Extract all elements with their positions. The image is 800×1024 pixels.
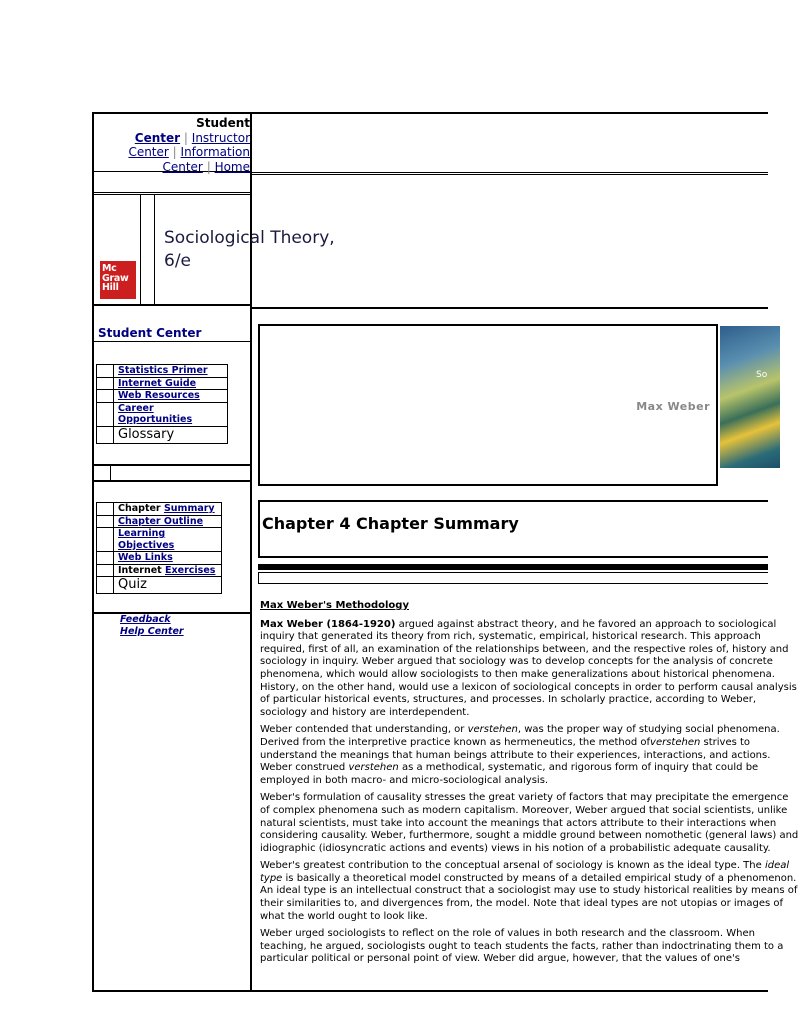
menu-item-label[interactable]: Chapter Outline	[118, 515, 204, 527]
menu-item-glossary[interactable]	[97, 427, 227, 444]
student-label: Student	[196, 116, 250, 130]
cover-text: So	[756, 370, 768, 380]
menu-item-internet-exercises[interactable]	[97, 565, 221, 578]
chapter-menu	[96, 502, 222, 594]
paragraph	[260, 619, 800, 720]
paragraph: Weber's formulation of causality stresses the great variety of factors that may precipitate the emergence of complex phenomena such as modern capitalism. Moreover, Weber argued that social scientists, unlike natural scientists, must take into account the meanings that actors attribute to their interactions when considering causality. Weber, furthermore, sought a middle ground between nomothetic (general laws) and idiographic (idiosyncratic actions and events) views in his notion of a probabilistic adequate causality.	[260, 792, 799, 854]
brand-divider	[140, 195, 155, 304]
help-links	[120, 614, 184, 638]
menu-item-career-opportunities[interactable]	[97, 403, 227, 427]
section-heading: Max Weber's Methodology	[260, 600, 409, 611]
book-cover-image	[720, 326, 780, 468]
menu-item-chapter-outline[interactable]	[97, 516, 221, 529]
paragraph: Weber urged sociologists to reflect on the role of values in both research and the classroom. When teaching, he argued, sociologists ought to teach students the facts, rather than indoctrinating them to a particular political or personal point of view. Weber did argue, however, that the values of one's	[260, 928, 784, 965]
bullet-square	[97, 565, 114, 577]
empty-menu-row	[94, 464, 250, 482]
menu-item-label[interactable]: Objectives	[118, 539, 175, 551]
information-link[interactable]: Information	[180, 145, 250, 159]
bullet-square	[97, 403, 114, 426]
bullet-square	[97, 577, 114, 593]
paragraph-text: argued against abstract theory, and he favored an approach to sociological inquiry that generated its theory from rich, systematic, empirical, historical research. This approach required, first of all, an examination of the relationships between, and the respective roles of, history and sociology in inquiry. Weber argued that sociology was to develop concepts for the analysis of concrete phenomena, which would allow sociologists to then make generalizations about historical phenomena. History, on the other hand, would use a lexicon of sociological concepts in order to perform causal analysis of particular historical events, structures, and processes. In scholarly practice, according to Weber, sociology and history are interdependent.	[260, 618, 797, 718]
top-navigation	[94, 114, 250, 172]
menu-item-label[interactable]: Career	[118, 402, 154, 414]
bullet-square	[94, 466, 111, 480]
menu-item-learning-objectives[interactable]	[97, 528, 221, 552]
paragraph-text: Weber's greatest contribution to the conceptual arsenal of sociology is known as the ideal type. The	[260, 860, 765, 872]
paragraph-text: strives to understand the meanings that human beings attribute to their experiences, interactions, and actions. Weber construed	[260, 736, 771, 774]
term: ideal type	[260, 860, 790, 884]
banner-author-name: Max Weber	[636, 400, 710, 413]
author-name: Max Weber (1864-1920)	[260, 618, 396, 630]
nav-separator: |	[183, 130, 188, 145]
menu-item-label[interactable]: Quiz	[118, 577, 147, 592]
menu-item-statistics-primer[interactable]	[97, 365, 227, 378]
paragraph-text: as a methodical, systematic, and rigorous form of inquiry that could be employed in both macro- and micro-sociological analysis.	[260, 762, 759, 786]
student-center-heading: Student Center	[94, 326, 250, 342]
paragraph-text: Weber contended that understanding, or	[260, 724, 468, 736]
menu-item-label[interactable]: Web Links	[118, 552, 173, 563]
menu-item-web-resources[interactable]	[97, 390, 227, 403]
menu-item-label[interactable]: Web Resources	[118, 390, 200, 401]
student-center-link[interactable]: Center	[134, 130, 181, 145]
chapter-heading-box	[258, 500, 768, 558]
help-center-link[interactable]: Help Center	[120, 626, 184, 637]
bullet-square	[97, 390, 114, 402]
paragraph	[260, 724, 800, 787]
paragraph-text: , was the proper way of studying social phenomena. Derived from the interpretive practice known as hermeneutics, the method of	[260, 724, 780, 748]
home-link[interactable]: Home	[214, 159, 250, 174]
menu-bottom-rule	[94, 596, 250, 614]
bullet-square	[97, 365, 114, 377]
menu-item-label[interactable]: Learning	[118, 528, 166, 539]
header-row	[252, 114, 768, 173]
chapter-summary-content	[260, 600, 800, 971]
information-center-link[interactable]: Center	[162, 159, 203, 174]
paragraph	[260, 860, 800, 923]
page-frame	[92, 112, 799, 992]
spacer-row	[94, 174, 250, 193]
menu-item-label[interactable]: Internet Guide	[118, 377, 197, 389]
term: verstehen	[650, 736, 701, 748]
bullet-square	[97, 516, 114, 528]
menu-item-label[interactable]: Glossary	[118, 426, 175, 442]
term: verstehen	[348, 762, 399, 774]
paragraph-text: is basically a theoretical model constructed by means of a detailed empirical study of a phenomenon. An ideal type is an intellectual construct that a sociologist may use to study historical realities by means of their similarities to, and divergences from, the model. Note that ideal types are not utopias or images of what the world ought to look like.	[260, 872, 798, 922]
menu-item-label[interactable]: Exercises	[165, 564, 216, 576]
menu-item-quiz[interactable]	[97, 577, 221, 594]
mcgraw-hill-logo[interactable]	[100, 261, 136, 299]
menu-item-web-links[interactable]	[97, 552, 221, 565]
feedback-link[interactable]: Feedback	[120, 614, 171, 625]
logo-text: Mc	[102, 263, 117, 274]
menu-item-label: Chapter	[118, 503, 161, 514]
nav-separator: |	[172, 145, 177, 159]
chapter-title: Chapter 4 Chapter Summary	[262, 514, 519, 533]
instructor-link[interactable]: Instructor	[191, 130, 250, 145]
nav-separator: |	[206, 159, 211, 174]
book-title	[164, 227, 335, 273]
instructor-center-link[interactable]: Center	[128, 145, 169, 159]
menu-item-label: Internet	[118, 564, 162, 576]
bullet-square	[97, 552, 114, 564]
book-title-line: 6/e	[164, 251, 192, 271]
bullet-square	[97, 528, 114, 551]
logo-text: Hill	[102, 282, 119, 293]
menu-item-label[interactable]: Statistics Primer	[118, 365, 208, 376]
menu-item-label[interactable]: Summary	[163, 503, 215, 514]
bullet-square	[97, 378, 114, 390]
menu-item-internet-guide[interactable]	[97, 378, 227, 391]
bullet-square	[97, 427, 114, 443]
bullet-square	[97, 503, 114, 515]
book-title-line: Sociological Theory,	[164, 228, 335, 248]
logo-text: Graw	[102, 272, 129, 284]
divider-rule	[258, 564, 768, 570]
menu-item-chapter-summary[interactable]	[97, 503, 221, 516]
menu-item-label[interactable]: Opportunities	[118, 414, 193, 425]
resource-menu	[96, 364, 228, 444]
chapter-banner	[258, 324, 718, 486]
term: verstehen	[467, 724, 518, 736]
divider-box	[258, 572, 768, 584]
